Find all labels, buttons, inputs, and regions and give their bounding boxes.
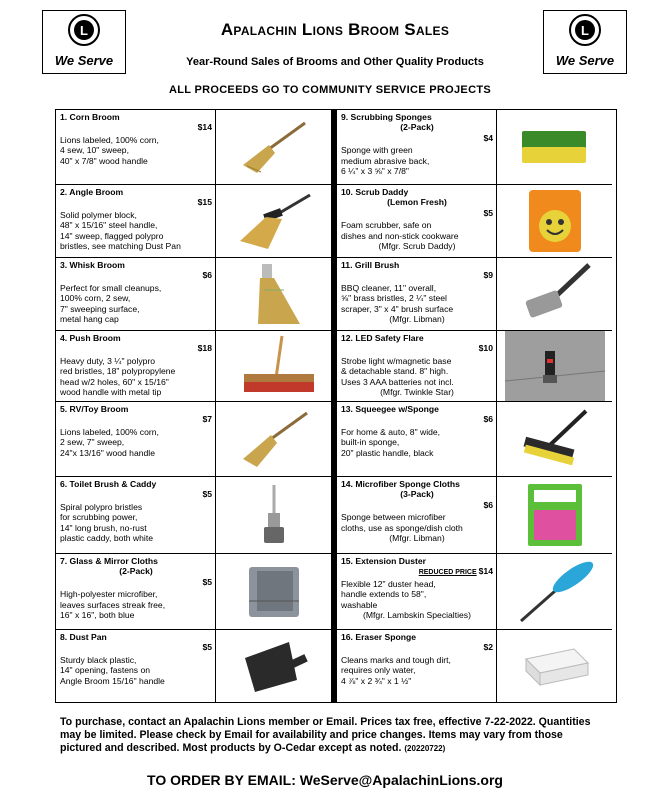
product-image [216,110,331,184]
item-desc-line: ⅝" brass bristles, 2 ¼" steel [341,293,447,304]
item-name: 16. Eraser Sponge [341,632,416,642]
item-name: 7. Glass & Mirror Cloths [60,556,158,566]
logo-text: We Serve [54,53,114,68]
item-desc-line: 4 ⅞" x 2 ¾" x 1 ½" [341,675,412,686]
item-desc-line: 2 sew, 7" sweep, [60,437,125,448]
item-name: 8. Dust Pan [60,632,107,642]
footer-code: (20220722) [404,744,446,753]
lions-logo-right [543,10,627,74]
product-image [497,331,612,401]
item-desc-line: 48" x 15/16" steel handle, [60,220,158,231]
item-price: $15 [197,197,212,208]
product-cell [337,402,612,477]
item-price: $5 [202,576,212,587]
page-subtitle: Year-Round Sales of Brooms and Other Quality Products [186,56,484,68]
logo-text: We Serve [555,53,615,68]
item-name: 14. Microfiber Sponge Cloths [341,479,460,489]
product-text [337,554,497,629]
item-desc-line: bristles, see matching Dust Pan [60,241,181,252]
product-image [497,554,612,629]
item-desc-line: handle extends to 58", [341,589,427,600]
item-price: $6 [483,414,493,425]
price-note: REDUCED PRICE [418,569,477,577]
item-subtitle: (3-Pack) [400,489,434,500]
footer-note [60,716,600,755]
item-price: $14 [197,122,212,133]
product-cell [56,185,331,258]
item-desc-line: plastic caddy, both white [60,533,153,544]
product-text [56,185,216,257]
order-email-line: TO ORDER BY EMAIL: WeServe@ApalachinLions.org [147,772,503,788]
item-desc-line: requires only water, [341,665,416,676]
item-desc-line: medium abrasive back, [341,155,430,166]
product-image [497,477,612,553]
item-desc-line: 16" x 16", both blue [60,610,135,621]
product-image [216,331,331,401]
product-cell [337,477,612,554]
product-text [56,630,216,702]
product-cell [337,331,612,402]
proceeds-note: ALL PROCEEDS GO TO COMMUNITY SERVICE PROJECTS [169,84,491,96]
product-cell [56,630,331,702]
product-cell [337,554,612,630]
item-desc-line: For home & auto, 8" wide, [341,426,441,437]
product-cell [337,110,612,185]
item-price: $18 [197,343,212,354]
product-text [337,258,497,330]
item-desc-line: Spiral polypro bristles [60,501,143,512]
product-grid [55,109,617,703]
item-price: $7 [202,414,212,425]
item-manufacturer: (Mfgr. Twinkle Star) [380,387,454,398]
product-image [497,110,612,184]
item-desc-line: 100% corn, 2 sew, [60,293,131,304]
product-text [56,110,216,184]
item-price: $9 [483,270,493,281]
item-price: $4 [483,132,493,143]
item-price: $2 [483,642,493,653]
item-name: 2. Angle Broom [60,187,124,197]
item-desc-line: Lions labeled, 100% corn, [60,134,159,145]
item-manufacturer: (Mfgr. Libman) [389,314,445,325]
item-desc-line: built-in sponge, [341,437,400,448]
product-text [56,477,216,553]
item-desc-line: Lions labeled, 100% corn, [60,426,159,437]
product-text [337,185,497,257]
product-cell [337,630,612,702]
item-desc-line: & detachable stand. 8" high. [341,366,449,377]
item-price: $5 [202,642,212,653]
item-price: $10 [478,343,493,354]
item-desc-line: Solid polymer block, [60,209,137,220]
item-desc-line: Sponge between microfiber [341,512,446,523]
item-name: 11. Grill Brush [341,260,400,270]
product-image [216,258,331,330]
product-text [56,331,216,401]
item-desc-line: Perfect for small cleanups, [60,282,162,293]
product-text [337,477,497,553]
item-name: 5. RV/Toy Broom [60,404,129,414]
lions-logo-left [42,10,126,74]
item-desc-line: Uses 3 AAA batteries not incl. [341,376,454,387]
right-product-column [337,110,612,702]
item-manufacturer: (Mfgr. Lambskin Specialties) [363,610,471,621]
item-price: $5 [483,207,493,218]
item-desc-line: for scrubbing power, [60,512,138,523]
lions-emblem-letter: L [80,23,88,38]
item-desc-line: dishes and non-stick cookware [341,230,459,241]
item-desc-line: Heavy duty, 3 ¼" polypro [60,355,156,366]
item-price: $6 [483,499,493,510]
item-manufacturer: (Mfgr. Scrub Daddy) [378,241,456,252]
item-desc-line: scraper, 3" x 4" brush surface [341,303,454,314]
product-text [56,554,216,629]
item-desc-line: 14" sweep, flagged polypro [60,230,164,241]
product-image [216,185,331,257]
item-name: 9. Scrubbing Sponges [341,112,432,122]
item-desc-line: Sturdy black plastic, [60,654,137,665]
product-cell [56,258,331,331]
product-text [56,258,216,330]
item-subtitle: (2-Pack) [119,566,153,577]
item-desc-line: Strobe light w/magnetic base [341,355,452,366]
product-text [337,110,497,184]
item-name: 1. Corn Broom [60,112,120,122]
item-price: $14 [478,566,493,577]
left-product-column [56,110,331,702]
item-desc-line: Flexible 12" duster head, [341,578,436,589]
product-cell [56,402,331,477]
item-desc-line: washable [341,599,378,610]
item-price: $5 [202,489,212,500]
item-desc-line: 14" long brush, no-rust [60,522,147,533]
lions-emblem-icon [569,14,601,46]
item-desc-line: 14" opening, fastens on [60,665,151,676]
item-name: 15. Extension Duster [341,556,427,566]
product-image [497,630,612,702]
item-subtitle: (2-Pack) [400,122,434,133]
lions-emblem-letter: L [581,23,589,38]
item-desc-line: 6 ¼" x 3 ⅝" x 7/8" [341,166,409,177]
product-cell [56,331,331,402]
item-desc-line: 24"x 13/16" wood handle [60,447,155,458]
item-desc-line: 40" x 7/8" wood handle [60,155,148,166]
product-text [337,402,497,476]
item-desc-line: Cleans marks and tough dirt, [341,654,451,665]
product-text [56,402,216,476]
lions-emblem-icon [68,14,100,46]
product-cell [337,258,612,331]
product-image [497,185,612,257]
product-image [216,402,331,476]
product-cell [56,110,331,185]
product-cell [337,185,612,258]
item-desc-line: wood handle with metal tip [60,387,162,398]
footer-text: To purchase, contact an Apalachin Lions member or Email. Prices tax free, effective 7-22-2022. Quantities may be limited. Please check by Email for availability and price changes. Items may vary from those pictured and described. Most products by O-Cedar except as noted. [60,716,591,754]
product-text [337,331,497,401]
item-desc-line: 7" sweeping surface, [60,303,140,314]
item-desc-line: 20" plastic handle, black [341,447,434,458]
product-image [497,402,612,476]
page-title: Apalachin Lions Broom Sales [220,20,450,39]
product-image [497,258,612,330]
product-image [216,477,331,553]
product-text [337,630,497,702]
item-desc-line: leaves surfaces streak free, [60,599,166,610]
item-name: 13. Squeegee w/Sponge [341,404,439,414]
item-desc-line: head w/2 holes, 60" x 15/16" [60,376,169,387]
item-desc-line: BBQ cleaner, 11" overall, [341,282,437,293]
item-name: 4. Push Broom [60,333,121,343]
item-desc-line: High-polyester microfiber, [60,589,158,600]
product-cell [56,477,331,554]
item-desc-line: red bristles, 18" polypropylene [60,366,176,377]
product-cell [56,554,331,630]
item-price: $6 [202,270,212,281]
item-desc-line: cloths, use as sponge/dish cloth [341,522,463,533]
item-subtitle: (Lemon Fresh) [387,197,447,208]
item-name: 10. Scrub Daddy [341,187,409,197]
item-manufacturer: (Mfgr. Libman) [389,533,445,544]
item-desc-line: 4 sew, 10" sweep, [60,145,129,156]
item-desc-line: Angle Broom 15/16" handle [60,675,165,686]
product-image [216,554,331,629]
item-desc-line: Foam scrubber, safe on [341,220,432,231]
item-name: 3. Whisk Broom [60,260,125,270]
item-name: 12. LED Safety Flare [341,333,424,343]
item-desc-line: Sponge with green [341,145,413,156]
item-desc-line: metal hang cap [60,314,119,325]
product-image [216,630,331,702]
item-name: 6. Toilet Brush & Caddy [60,479,157,489]
